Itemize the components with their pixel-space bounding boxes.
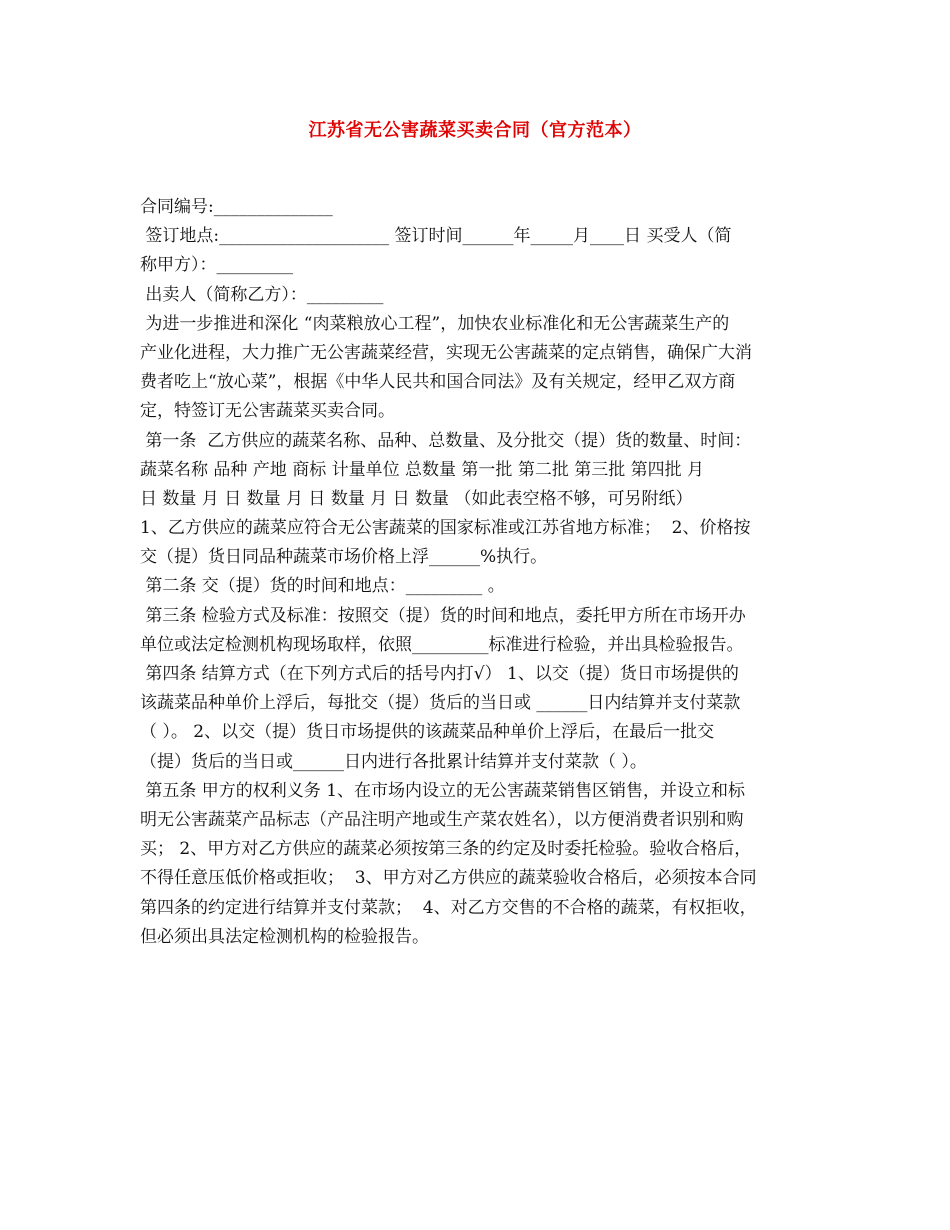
document-title: 江苏省无公害蔬菜买卖合同（官方范本） [308, 120, 642, 141]
body-line: 产业化进程，大力推广无公害蔬菜经营，实现无公害蔬菜的定点销售，确保广大消 [140, 342, 752, 363]
body-line: 定，特签订无公害蔬菜买卖合同。 [140, 401, 395, 422]
document-body [140, 193, 820, 952]
body-line: 为进一步推进和深化 “肉菜粮放心工程”，加快农业标准化和无公害蔬菜生产的 [140, 313, 730, 334]
body-line: 交（提）货日同品种蔬菜市场价格上浮______%执行。 [140, 547, 548, 568]
body-line: 出卖人（简称乙方）：_________ [140, 284, 384, 305]
body-line: 买； 2、甲方对乙方供应的蔬菜必须按第三条的约定及时委托检验。验收合格后， [140, 839, 752, 860]
body-line: 第四条的约定进行结算并支付菜款； 4、对乙方交售的不合格的蔬菜，有权拒收， [140, 897, 757, 918]
body-line: 第三条 检验方式及标准：按照交（提）货的时间和地点，委托甲方所在市场开办 [140, 605, 746, 626]
body-line: 该蔬菜品种单价上浮后，每批交（提）货后的当日或 ______日内结算并支付菜款 [140, 693, 741, 714]
body-line: 第一条 乙方供应的蔬菜名称、品种、总数量、及分批交（提）货的数量、时间： [140, 430, 752, 451]
body-line: 称甲方）：_________ [140, 255, 293, 276]
body-line: 明无公害蔬菜产品标志（产品注明产地或生产菜农姓名），以方便消费者识别和购 [140, 809, 744, 830]
body-line: 费者吃上“放心菜”，根据《中华人民共和国合同法》及有关规定，经甲乙双方商 [140, 372, 736, 393]
body-line: 第四条 结算方式（在下列方式后的括号内打√） 1、以交（提）货日市场提供的 [140, 664, 739, 684]
body-line: 第二条 交（提）货的时间和地点：_________ 。 [140, 576, 505, 597]
body-line: （提）货后的当日或______日内进行各批累计结算并支付菜款（ ）。 [140, 751, 647, 772]
body-line: 日 数量 月 日 数量 月 日 数量 月 日 数量 （如此表空格不够，可另附纸） [140, 488, 693, 509]
body-line: 签订地点:____________________ 签订时间______年_____月____日 买受人（简 [140, 226, 732, 247]
body-line: 合同编号:______________ [140, 197, 333, 217]
body-line: 蔬菜名称 品种 产地 商标 计量单位 总数量 第一批 第二批 第三批 第四批 月 [140, 459, 705, 480]
body-line: 第五条 甲方的权利义务 1、在市场内设立的无公害蔬菜销售区销售，并设立和标 [140, 780, 746, 801]
body-line: （ ）。 2、以交（提）货日市场提供的该蔬菜品种单价上浮后，在最后一批交 [140, 722, 715, 743]
body-line: 不得任意压低价格或拒收； 3、甲方对乙方供应的蔬菜验收合格后，必须按本合同 [140, 868, 757, 889]
body-line: 单位或法定检测机构现场取样，依照_________标准进行检验，并出具检验报告。 [140, 634, 744, 655]
body-line: 但必须出具法定检测机构的检验报告。 [140, 926, 429, 947]
body-line: 1、乙方供应的蔬菜应符合无公害蔬菜的国家标准或江苏省地方标准； 2、价格按 [140, 518, 751, 539]
